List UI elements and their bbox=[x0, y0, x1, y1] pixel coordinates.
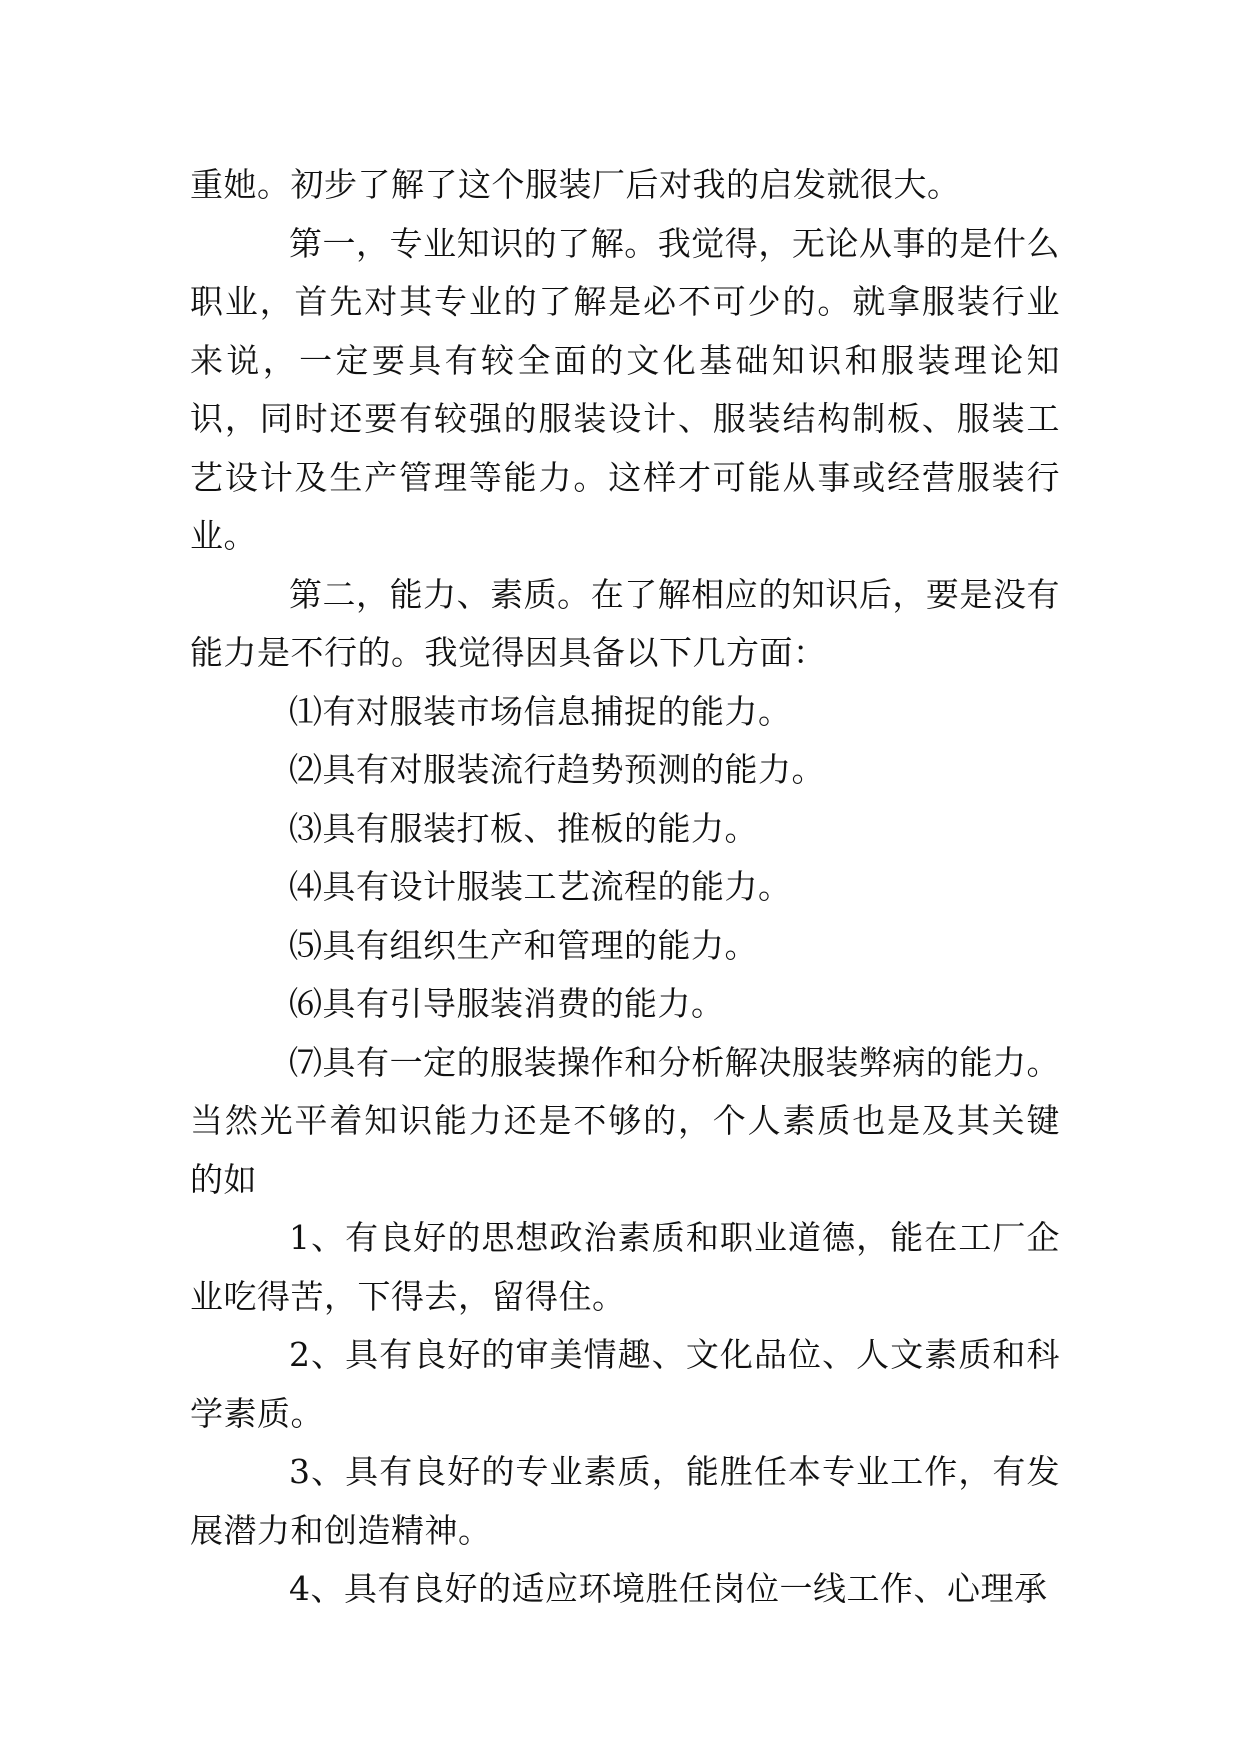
list-item: ⑺具有一定的服装操作和分析解决服装弊病的能力。当然光平着知识能力还是不够的，个人素质也是及其关键的如 bbox=[190, 1042, 1060, 1199]
list-item: ⑹具有引导服装消费的能力。 bbox=[289, 984, 725, 1023]
list-item: 3、具有良好的专业素质，能胜任本专业工作，有发展潜力和创造精神。 bbox=[190, 1452, 1060, 1550]
list-item: ⑶具有服装打板、推板的能力。 bbox=[289, 808, 758, 848]
body-text bbox=[190, 156, 1060, 1619]
paragraph: 第二，能力、素质。在了解相应的知识后，要是没有能力是不行的。我觉得因具备以下几方面： bbox=[190, 574, 1060, 672]
list-item: ⑸具有组织生产和管理的能力。 bbox=[289, 925, 758, 965]
list-item: 2、具有良好的审美情趣、文化品位、人文素质和科学素质。 bbox=[190, 1335, 1060, 1433]
list-item: 4、具有良好的适应环境胜任岗位一线工作、心理承 bbox=[289, 1569, 1048, 1608]
list-item: ⑵具有对服装流行趋势预测的能力。 bbox=[289, 750, 825, 789]
paragraph: 第一，专业知识的了解。我觉得，无论从事的是什么职业，首先对其专业的了解是必不可少的。就拿服装行业来说，一定要具有较全面的文化基础知识和服装理论知识，同时还要有较强的服装设计、服装结构制板、服装工艺设计及生产管理等能力。这样才可能从事或经营服装行业。 bbox=[190, 223, 1060, 555]
list-item: ⑴有对服装市场信息捕捉的能力。 bbox=[289, 691, 792, 731]
list-item: ⑷具有设计服装工艺流程的能力。 bbox=[289, 867, 792, 906]
list-item: 1、有良好的思想政治素质和职业道德，能在工厂企业吃得苦，下得去，留得住。 bbox=[190, 1218, 1060, 1316]
paragraph: 重她。初步了解了这个服装厂后对我的启发就很大。 bbox=[190, 165, 961, 204]
